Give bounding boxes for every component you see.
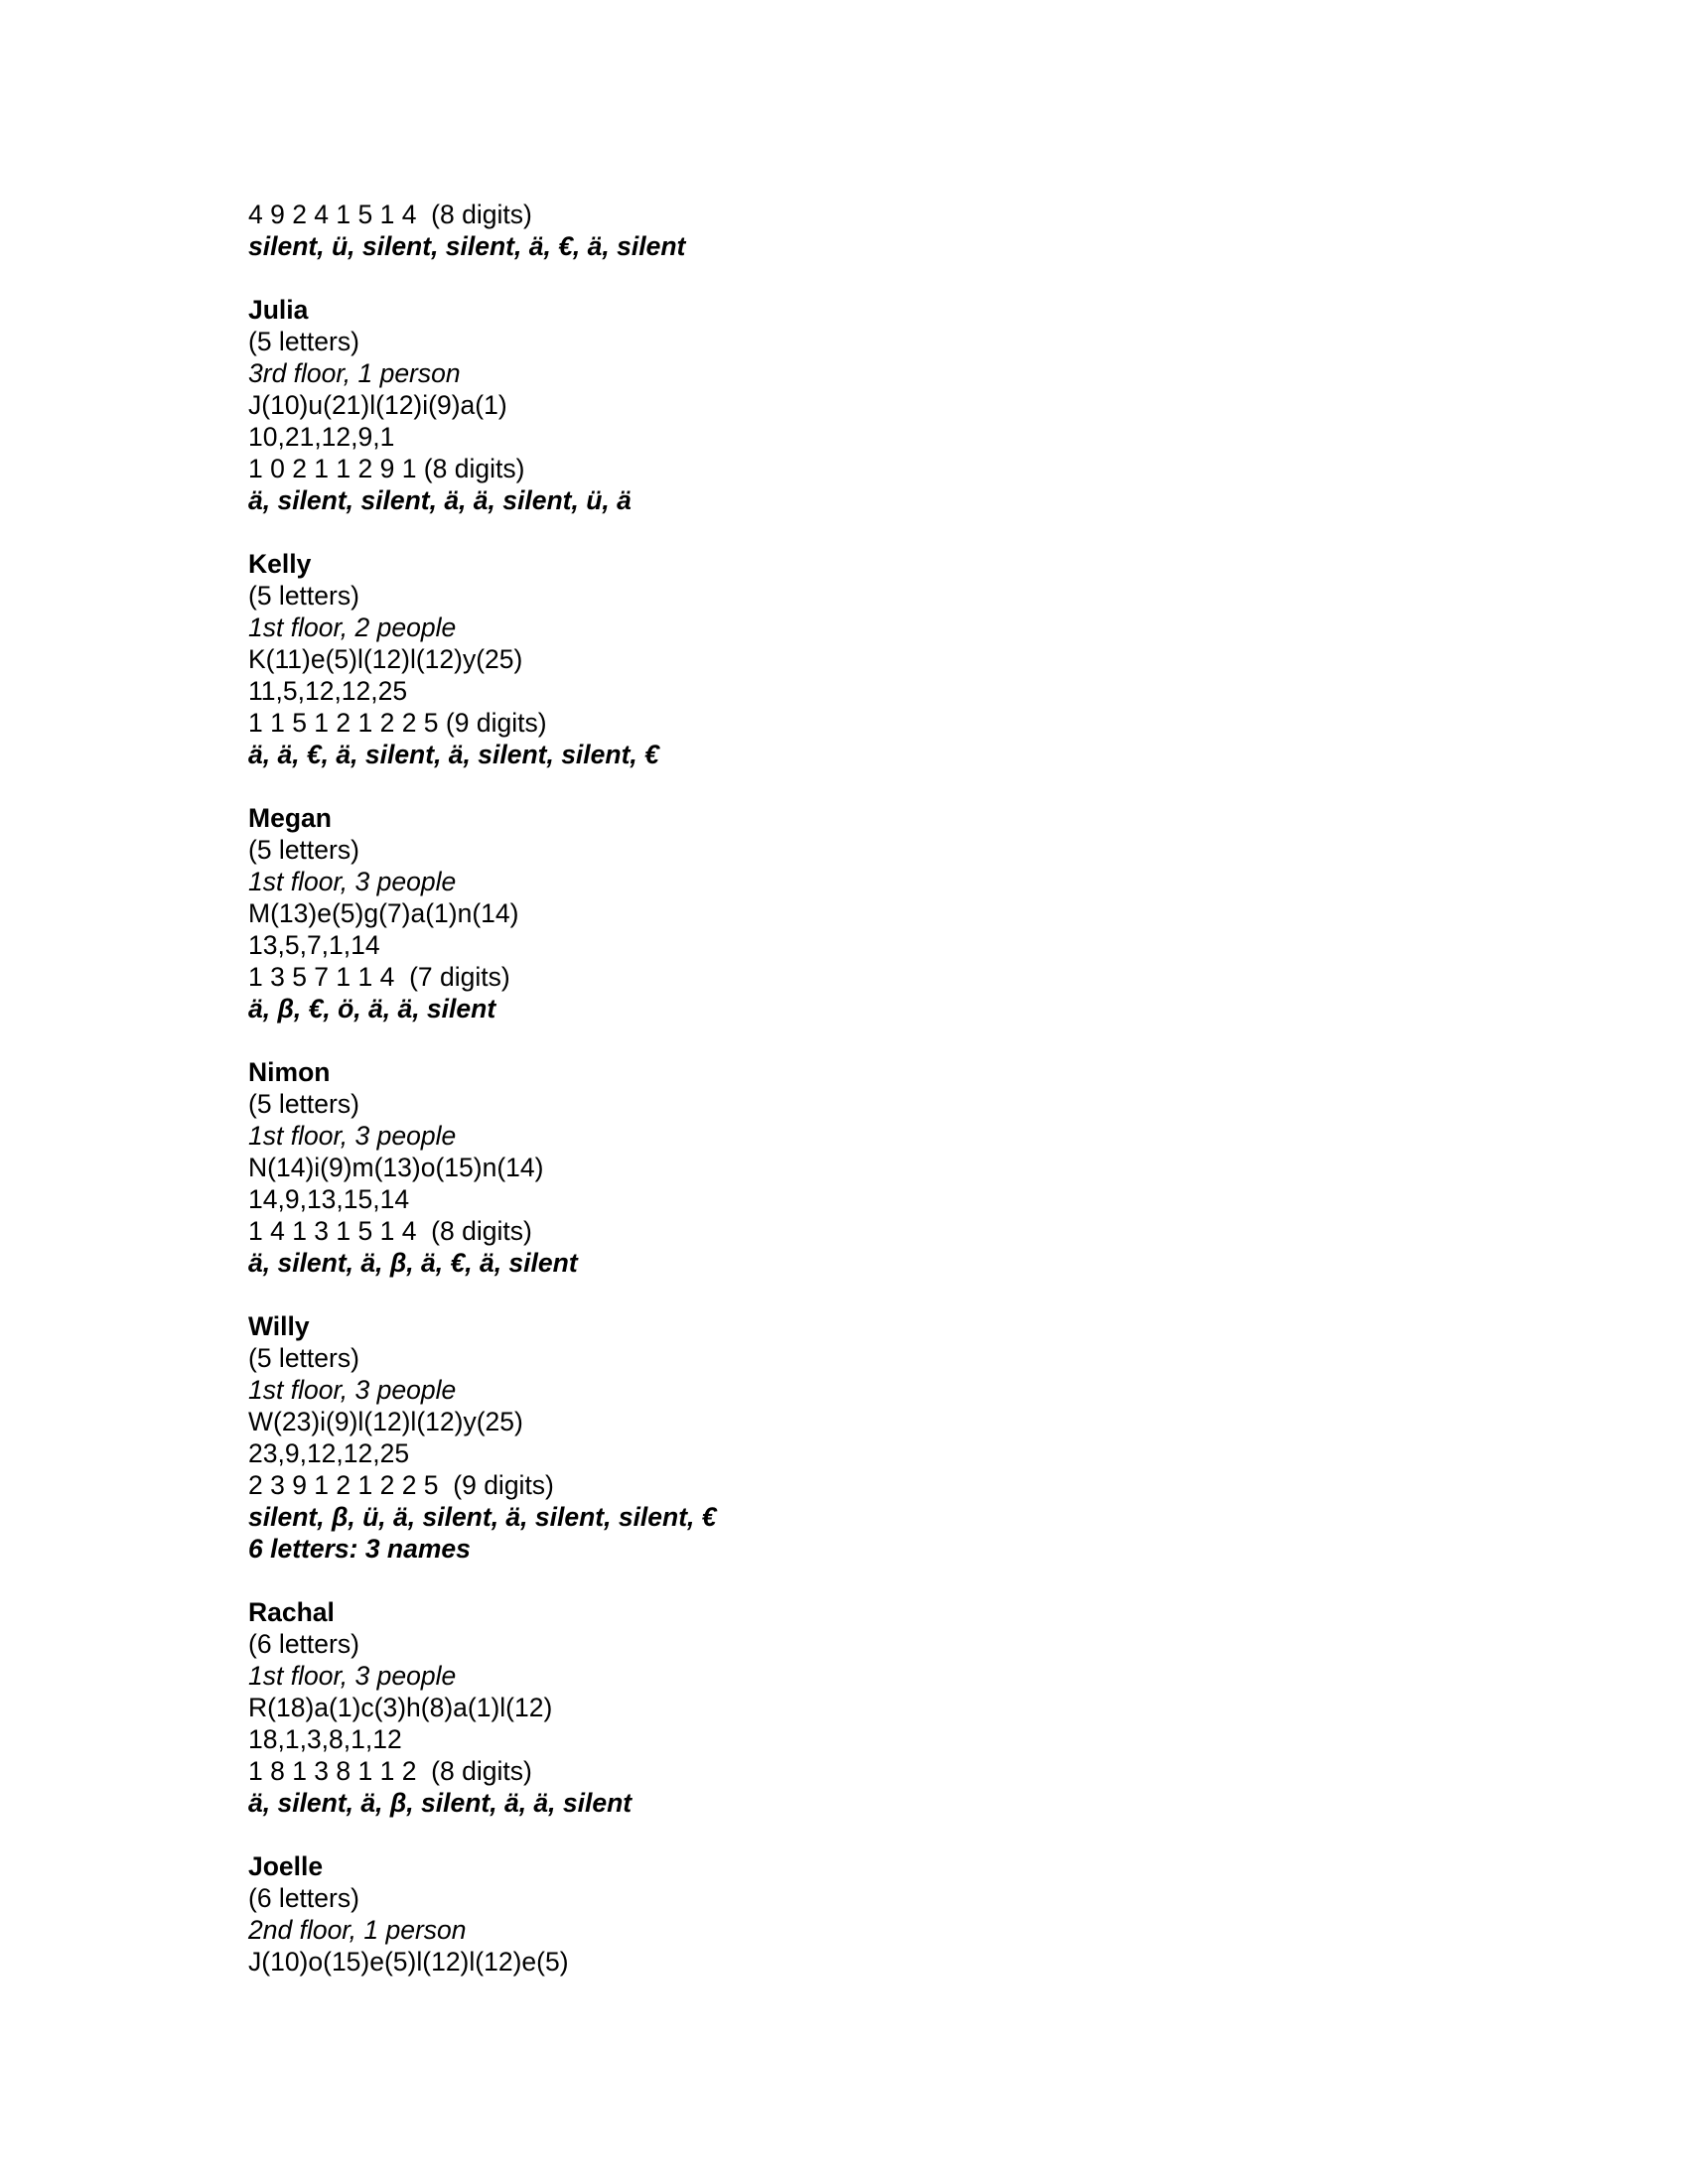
entry-name: Nimon: [248, 1057, 331, 1087]
name-entry-nimon: [248, 1056, 1440, 1279]
letter-mapping: M(13)e(5)g(7)a(1)n(14): [248, 898, 519, 928]
number-list: 18,1,3,8,1,12: [248, 1724, 402, 1754]
letter-mapping: R(18)a(1)c(3)h(8)a(1)l(12): [248, 1693, 553, 1722]
number-list: 14,9,13,15,14: [248, 1184, 410, 1214]
letter-count: (5 letters): [248, 581, 359, 611]
digit-sequence: 4 9 2 4 1 5 1 4 (8 digits): [248, 200, 532, 229]
letter-count: (5 letters): [248, 1089, 359, 1119]
sound-sequence: ä, ä, €, ä, silent, ä, silent, silent, €: [248, 740, 659, 769]
number-list: 23,9,12,12,25: [248, 1438, 410, 1468]
letter-mapping: K(11)e(5)l(12)l(12)y(25): [248, 644, 523, 674]
name-entry-julia: [248, 294, 1440, 516]
name-entry-willy: [248, 1310, 1440, 1565]
digit-sequence: 1 3 5 7 1 1 4 (7 digits): [248, 962, 510, 992]
letter-count: (6 letters): [248, 1883, 359, 1913]
letter-mapping: J(10)o(15)e(5)l(12)l(12)e(5): [248, 1947, 569, 1977]
sound-sequence: ä, silent, ä, β, silent, ä, ä, silent: [248, 1788, 633, 1818]
floor-info: 2nd floor, 1 person: [248, 1915, 467, 1945]
section-heading: 6 letters: 3 names: [248, 1534, 471, 1564]
entry-name: Joelle: [248, 1851, 324, 1881]
intro-block: [248, 199, 1440, 262]
number-list: 11,5,12,12,25: [248, 676, 408, 706]
letter-count: (5 letters): [248, 1343, 359, 1373]
letter-count: (5 letters): [248, 835, 359, 865]
entry-name: Julia: [248, 295, 309, 325]
sound-sequence: ä, silent, ä, β, ä, €, ä, silent: [248, 1248, 578, 1278]
floor-info: 1st floor, 3 people: [248, 867, 457, 896]
entry-name: Kelly: [248, 549, 312, 579]
document-page: [248, 199, 1440, 1978]
entry-name: Rachal: [248, 1597, 335, 1627]
floor-info: 1st floor, 3 people: [248, 1121, 457, 1151]
digit-sequence: 1 4 1 3 1 5 1 4 (8 digits): [248, 1216, 532, 1246]
digit-sequence: 1 0 2 1 1 2 9 1 (8 digits): [248, 454, 525, 483]
name-entry-kelly: [248, 548, 1440, 770]
sound-sequence: silent, ü, silent, silent, ä, €, ä, silent: [248, 231, 686, 261]
letter-count: (6 letters): [248, 1629, 359, 1659]
sound-sequence: silent, β, ü, ä, silent, ä, silent, silent, €: [248, 1502, 717, 1532]
digit-sequence: 1 8 1 3 8 1 1 2 (8 digits): [248, 1756, 532, 1786]
name-entry-rachal: [248, 1596, 1440, 1819]
floor-info: 1st floor, 3 people: [248, 1661, 457, 1691]
sound-sequence: ä, silent, silent, ä, ä, silent, ü, ä: [248, 485, 632, 515]
letter-mapping: N(14)i(9)m(13)o(15)n(14): [248, 1153, 544, 1182]
name-entry-megan: [248, 802, 1440, 1024]
number-list: 10,21,12,9,1: [248, 422, 395, 452]
number-list: 13,5,7,1,14: [248, 930, 380, 960]
floor-info: 3rd floor, 1 person: [248, 358, 461, 388]
letter-count: (5 letters): [248, 327, 359, 356]
name-entry-joelle: [248, 1850, 1440, 1978]
sound-sequence: ä, β, €, ö, ä, ä, silent: [248, 994, 496, 1024]
letter-mapping: J(10)u(21)l(12)i(9)a(1): [248, 390, 507, 420]
floor-info: 1st floor, 3 people: [248, 1375, 457, 1405]
floor-info: 1st floor, 2 people: [248, 613, 457, 642]
digit-sequence: 1 1 5 1 2 1 2 2 5 (9 digits): [248, 708, 547, 738]
letter-mapping: W(23)i(9)l(12)l(12)y(25): [248, 1407, 523, 1436]
entry-name: Willy: [248, 1311, 310, 1341]
entry-name: Megan: [248, 803, 332, 833]
digit-sequence: 2 3 9 1 2 1 2 2 5 (9 digits): [248, 1470, 554, 1500]
